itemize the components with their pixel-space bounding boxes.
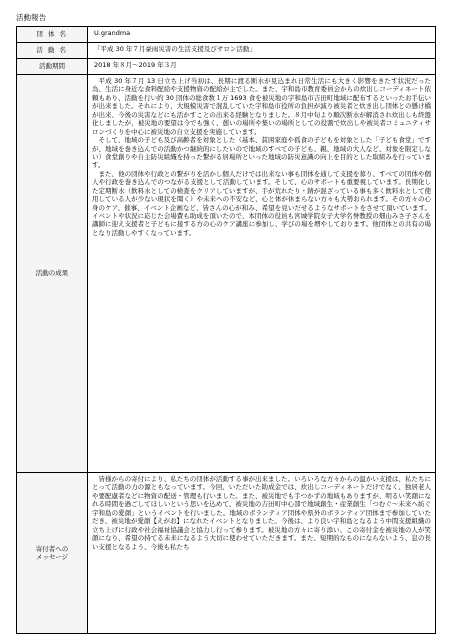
label-activity-results: 活動の成果 xyxy=(17,75,88,473)
page-title: 活動報告 xyxy=(16,13,47,22)
row-group-name xyxy=(17,27,436,43)
donor-message-body xyxy=(88,473,436,634)
label-donor-message-line1: 寄付者への xyxy=(35,544,69,553)
value-activity-period: 2018 年８月～2019 年３月 xyxy=(88,59,436,75)
value-activity-name: 「平成 30 年７月豪雨災害の生活支援及びサロン活動」 xyxy=(88,43,436,59)
results-paragraph-1: 平成 30 年７月 13 日立ち上げ当初は、長期に渡る断水が見込まれ日常生活にも大きく影響をきたす状況だった為、生活に身近な食料配給や支援物資の配給が主でした。また、宇和島市教育委員会からの炊出しコーディネート依頼もあり、活動を行い約 30 団体の総食数１万 1693 食を被災地の宇和島市吉田町地域に配布するといったお手伝いが出来ました。それにより、大規模災害で混乱していた宇和島市役所の負担が減り被災者と炊き出し団体との懸け橋が出来、今後の災害などにも活かすことの出来る経験となりました。８月中旬より順次断水が解消され炊出しも終盤化しましたが、被災地の要望は今でも強く、憩いの場所や集いの場所としての役割で炊出しや被災者コミュニティサロンづくりを中心に被災地の自立支援を実施しています。 xyxy=(92,77,431,136)
row-activity-results xyxy=(17,75,436,473)
row-activity-name xyxy=(17,43,436,59)
row-activity-period xyxy=(17,59,436,75)
donor-message-paragraph-1: 皆様からの寄付により、私たちの団体が活動する事が出来ました。いろいろな方々からの温かい支援は、私たちにとって活動の力の源ともなっています。今回、いただいた助成金では、炊出しコーディネートだけでなく、独居老人や要配慮者などに物資の配送・管理も行いました。また、被災地でも手つかずの地域もありますが、明るい笑顔になれる時間を過ごしてほしいという思いを込めて、被災地の吉田町中心部で地域創生・産業創生「つむぐ～未来へ紡ぐ宇和島の愛顔」というイベントを行いました。地域のボランティア団体や県外のボランティア団体まで参加していただき、被災地が愛顔【えがお】になれたイベントとなりました。今後は、より良い宇和島となるよう中間支援組織の立ち上げに行政や社会福祉協議会と協力し行って参ります。被災地の方々に寄り添い、この寄付金を被災地の人が笑顔になり、希望の持てる未来になるよう大切に使わせていただきます。また、短期的なものにならないよう、息の長い支援となるよう、今後も私たち xyxy=(92,475,431,551)
label-donor-message-line2: メッセージ xyxy=(35,553,69,561)
label-activity-period: 活動期間 xyxy=(17,59,88,75)
row-donor-message xyxy=(17,473,436,634)
results-paragraph-3: また、他の団体や行政との繋がりを活かし個人だけでは出来ない事も団体を通して支援を募り、すべての団体や個人や行政を巻き込んでのつながる支援として活動しています。そして、心のサポートも重要視しています。長期化した定期断水（飲料水としての検査をクリアしていますが、手が荒れたり・錆が混ざっている事も多く飲料水として使用している人が少ない現状を聞く）や未来への不安など、心と体が休まらない方々も大勢おられます。その方々の心身のケア、催事、イベント企画など、皆さんの心が和み、希望を見いだせるようなサポートをさせて頂いています。イベントや状況に応じた会場費も助成を頂いたので、本団体の役員も宮城学院女子大学名誉教授の畑山みさ子さんを講師に迎え支援者と子どもに接する方の心のケア講座に参加し、学びの場を増やしております。他団体との共有の場となり活動しやすくなっています。 xyxy=(92,169,431,237)
value-group-name: U.grandma xyxy=(88,27,436,43)
label-donor-message xyxy=(17,473,88,634)
results-paragraph-2: そして、地域の子ども及び高齢者を対象とした（基本、貧困家庭や孤食の子どもを対象とした「子ども食堂」ですが、地域を巻き込んでの活動かつ継続的にしたいので地域のすべての子ども、親、地域の大人など、対象を限定しない）食堂創りや自主防災組織を持った繋がる居場所といった地域の防災意識の向上を目的とした取組みを行っています。 xyxy=(92,136,431,170)
label-group-name: 団 体 名 xyxy=(17,27,88,43)
label-activity-name: 活 動 名 xyxy=(17,43,88,59)
report-table xyxy=(16,26,436,634)
results-body xyxy=(88,75,436,473)
